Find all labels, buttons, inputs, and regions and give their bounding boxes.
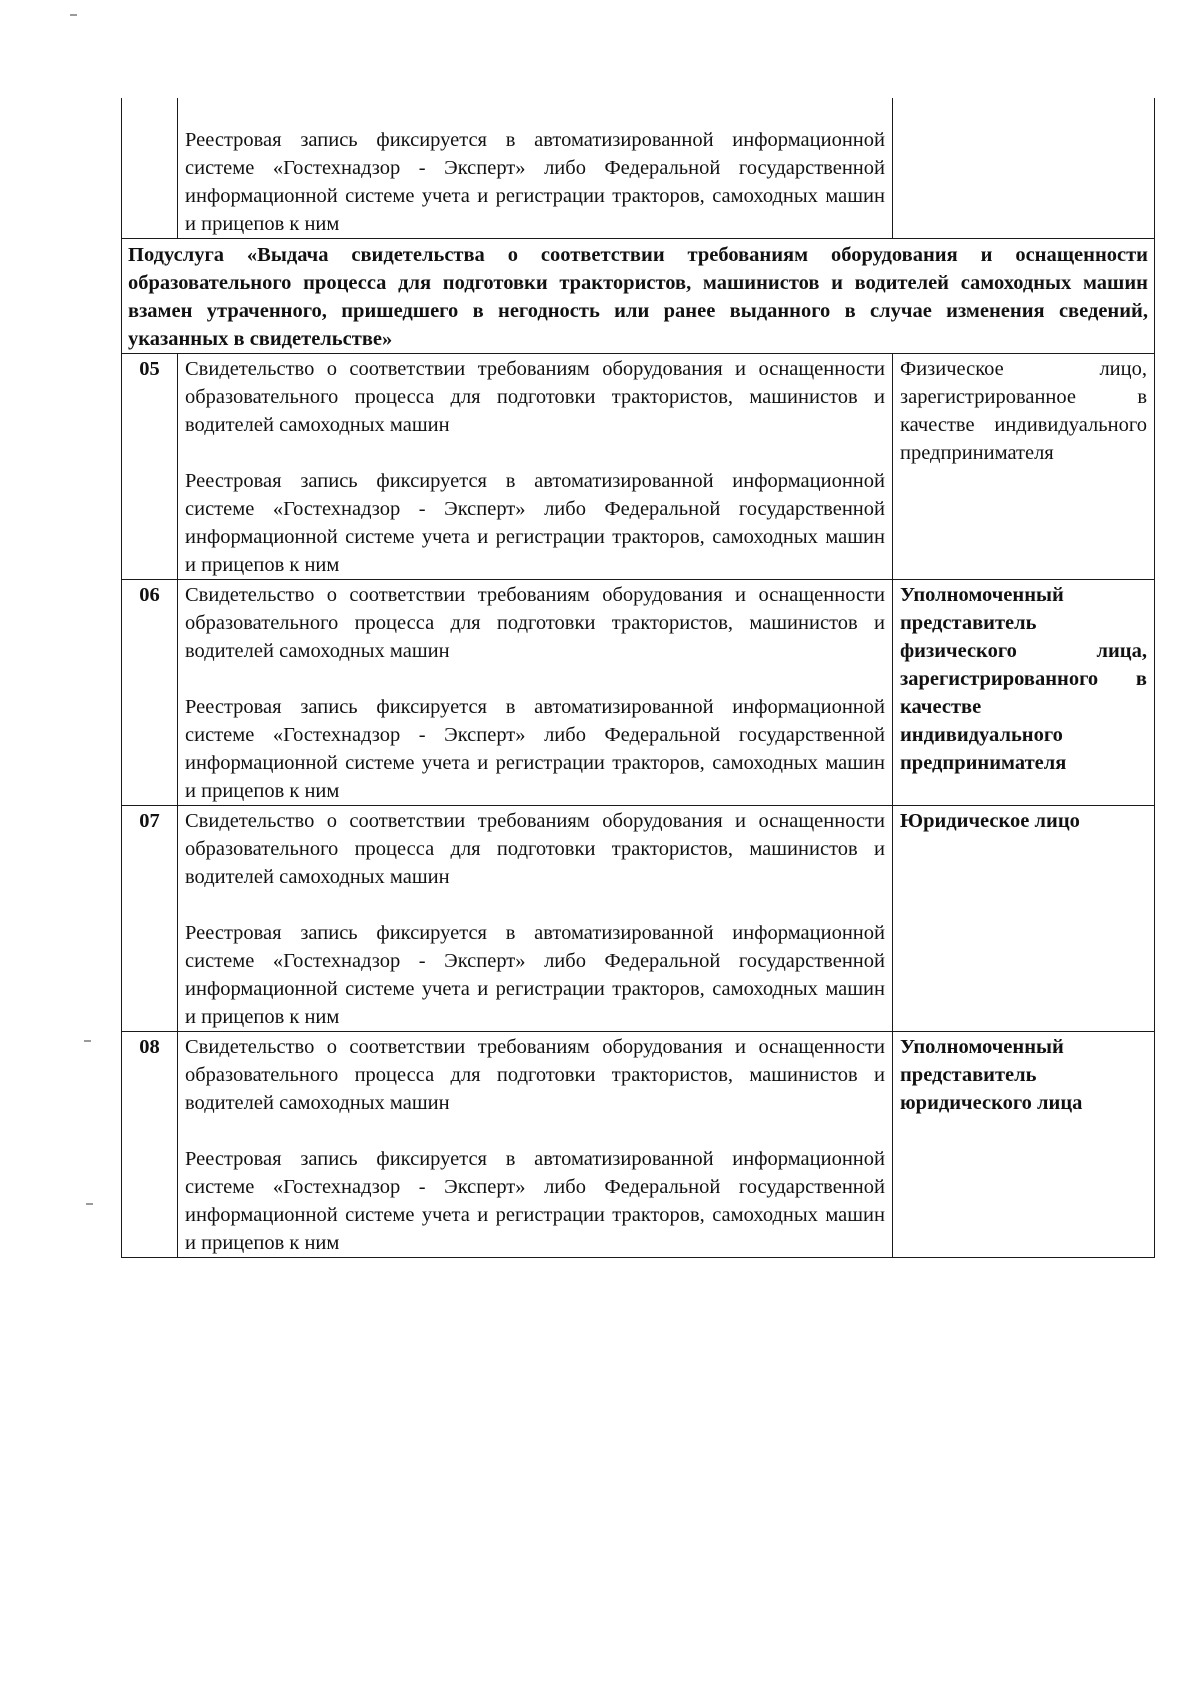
result-description-cell xyxy=(178,580,893,806)
row-number: 08 xyxy=(122,1032,178,1258)
applicant-category: Физическое лицо, зарегистрированное в качестве индивидуального предпринимателя xyxy=(900,358,1147,464)
certificate-text: Свидетельство о соответствии требованиям оборудования и оснащенности образовательного процесса для подготовки трактористов, машинистов и водителей самоходных машин xyxy=(185,584,885,662)
scan-speck xyxy=(70,14,77,16)
certificate-text: Свидетельство о соответствии требованиям оборудования и оснащенности образовательного процесса для подготовки трактористов, машинистов и водителей самоходных машин xyxy=(185,358,885,436)
subservice-heading-row xyxy=(122,239,1155,354)
row-number-cell xyxy=(122,98,178,239)
applicant-cell xyxy=(893,580,1155,806)
table-row xyxy=(122,354,1155,580)
applicant-cell xyxy=(893,1032,1155,1258)
applicant-category: Юридическое лицо xyxy=(900,810,1080,832)
table-row-continuation xyxy=(122,98,1155,239)
register-entry-text: Реестровая запись фиксируется в автоматизированной информационной системе «Гостехнадзор - Эксперт» либо Федеральной государственной информационной системе учета и регистрации тракторов, самоходных машин и прицепов к ним xyxy=(185,922,885,1028)
register-entry-text: Реестровая запись фиксируется в автоматизированной информационной системе «Гостехнадзор - Эксперт» либо Федеральной государственной информационной системе учета и регистрации тракторов, самоходных машин и прицепов к ним xyxy=(185,470,885,576)
result-description-cell xyxy=(178,806,893,1032)
scan-speck xyxy=(84,1040,91,1042)
table-row xyxy=(122,1032,1155,1258)
services-table xyxy=(121,98,1155,1258)
register-entry-text: Реестровая запись фиксируется в автоматизированной информационной системе «Гостехнадзор - Эксперт» либо Федеральной государственной информационной системе учета и регистрации тракторов, самоходных машин и прицепов к ним xyxy=(185,129,885,235)
register-entry-text: Реестровая запись фиксируется в автоматизированной информационной системе «Гостехнадзор - Эксперт» либо Федеральной государственной информационной системе учета и регистрации тракторов, самоходных машин и прицепов к ним xyxy=(185,696,885,802)
scan-speck xyxy=(86,1203,93,1205)
applicant-category: Уполномоченный представитель физического лица, зарегистрированного в качестве индивидуального предпринимателя xyxy=(900,584,1147,774)
result-description-cell xyxy=(178,98,893,239)
certificate-text: Свидетельство о соответствии требованиям оборудования и оснащенности образовательного процесса для подготовки трактористов, машинистов и водителей самоходных машин xyxy=(185,810,885,888)
result-description-cell xyxy=(178,1032,893,1258)
applicant-cell xyxy=(893,806,1155,1032)
applicant-cell xyxy=(893,98,1155,239)
register-entry-text: Реестровая запись фиксируется в автоматизированной информационной системе «Гостехнадзор - Эксперт» либо Федеральной государственной информационной системе учета и регистрации тракторов, самоходных машин и прицепов к ним xyxy=(185,1148,885,1254)
row-number: 05 xyxy=(122,354,178,580)
applicant-cell xyxy=(893,354,1155,580)
applicant-category: Уполномоченный представитель юридического лица xyxy=(900,1036,1083,1114)
row-number: 06 xyxy=(122,580,178,806)
subservice-heading: Подуслуга «Выдача свидетельства о соответствии требованиям оборудования и оснащенности образовательного процесса для подготовки трактористов, машинистов и водителей самоходных машин взамен утраченного, пришедшего в негодность или ранее выданного в случае изменения сведений, указанных в свидетельстве» xyxy=(122,239,1155,354)
certificate-text: Свидетельство о соответствии требованиям оборудования и оснащенности образовательного процесса для подготовки трактористов, машинистов и водителей самоходных машин xyxy=(185,1036,885,1114)
row-number: 07 xyxy=(122,806,178,1032)
table-row xyxy=(122,806,1155,1032)
result-description-cell xyxy=(178,354,893,580)
table-row xyxy=(122,580,1155,806)
